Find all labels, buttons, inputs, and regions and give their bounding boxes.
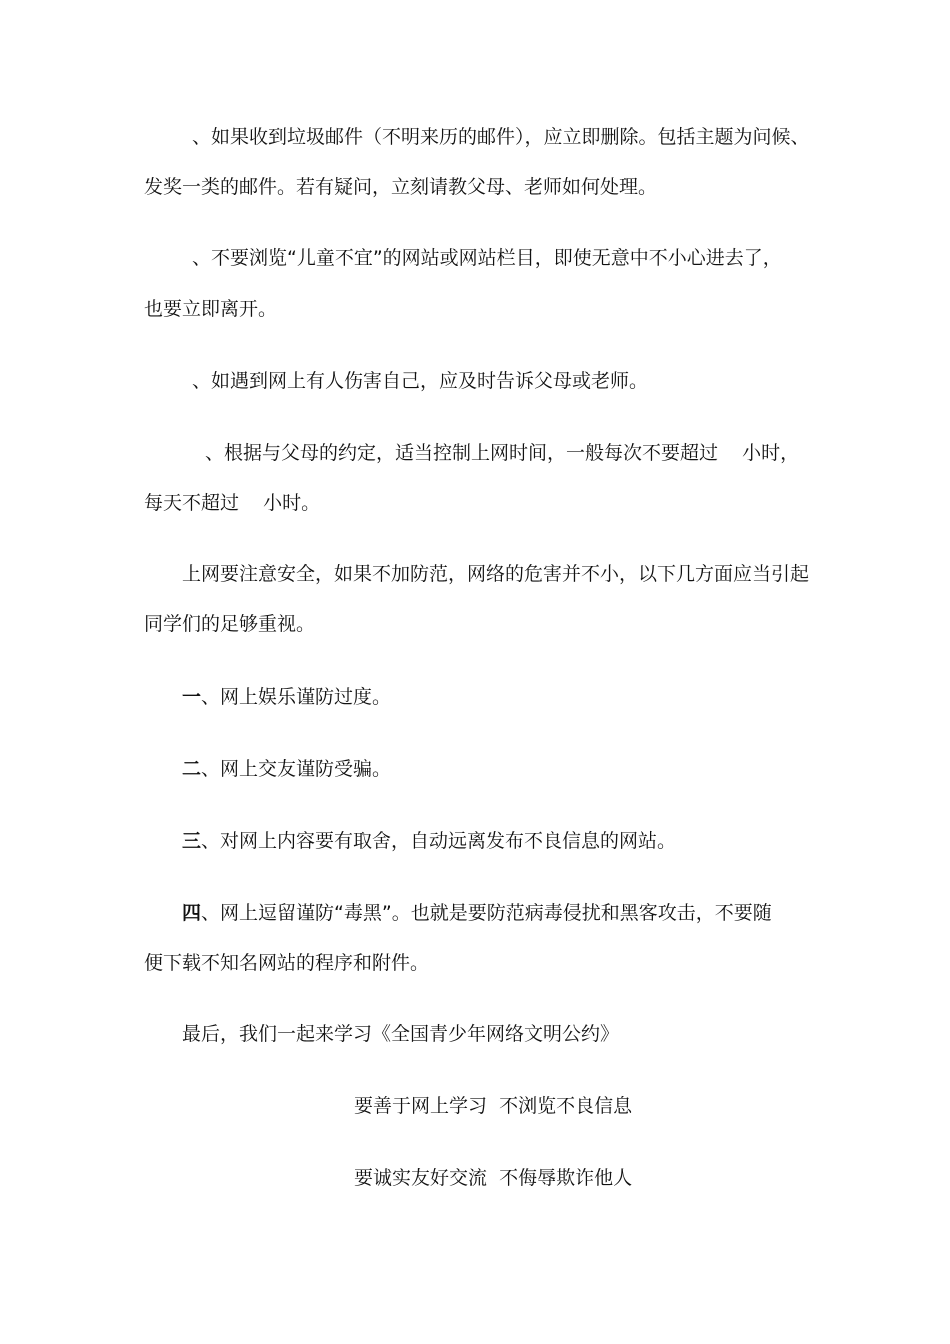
- paragraph-4-line-1: 、根据与父母的约定，适当控制上网时间，一般每次不要超过 小时，: [205, 442, 800, 464]
- paragraph-4-line-2: 每天不超过 小时。: [144, 492, 321, 514]
- paragraph-5-line-1: 上网要注意安全，如果不加防范，网络的危害并不小，以下几方面应当引起: [182, 563, 810, 585]
- paragraph-5-line-2: 同学们的足够重视。: [144, 613, 316, 635]
- numbered-item-2-numeral: 二: [182, 758, 202, 780]
- numbered-item-3: [182, 829, 676, 853]
- numbered-item-3-text: 、对网上内容要有取舍，自动远离发布不良信息的网站。: [201, 830, 677, 852]
- numbered-item-1: [182, 685, 391, 709]
- paragraph-1-line-2: 发奖一类的邮件。若有疑问，立刻请教父母、老师如何处理。: [144, 176, 658, 198]
- numbered-item-1-text: 、网上娱乐谨防过度。: [201, 686, 392, 708]
- numbered-item-3-numeral: 三: [182, 830, 202, 852]
- pledge-line-2: 要诚实友好交流 不侮辱欺诈他人: [354, 1167, 633, 1189]
- paragraph-2-line-2: 也要立即离开。: [144, 298, 278, 320]
- paragraph-1-line-1: 、如果收到垃圾邮件（不明来历的邮件），应立即删除。包括主题为问候、: [192, 126, 810, 148]
- numbered-item-4-text: 、网上逗留谨防“毒黑”。也就是要防范病毒侵扰和黑客攻击，不要随: [201, 902, 772, 924]
- numbered-item-2-text: 、网上交友谨防受骗。: [201, 758, 392, 780]
- numbered-item-4-numeral: 四: [182, 902, 202, 924]
- pledge-line-1: 要善于网上学习 不浏览不良信息: [354, 1095, 633, 1117]
- numbered-item-2: [182, 757, 391, 781]
- numbered-item-4-continuation: 便下载不知名网站的程序和附件。: [144, 952, 430, 974]
- numbered-item-4: [182, 901, 772, 925]
- paragraph-2-line-1: 、不要浏览“儿童不宜”的网站或网站栏目，即使无意中不小心进去了，: [192, 247, 782, 269]
- closing-line: 最后，我们一起来学习《全国青少年网络文明公约》: [182, 1023, 620, 1045]
- numbered-item-1-numeral: 一: [182, 686, 202, 708]
- paragraph-3-line-1: 、如遇到网上有人伤害自己，应及时告诉父母或老师。: [192, 370, 649, 392]
